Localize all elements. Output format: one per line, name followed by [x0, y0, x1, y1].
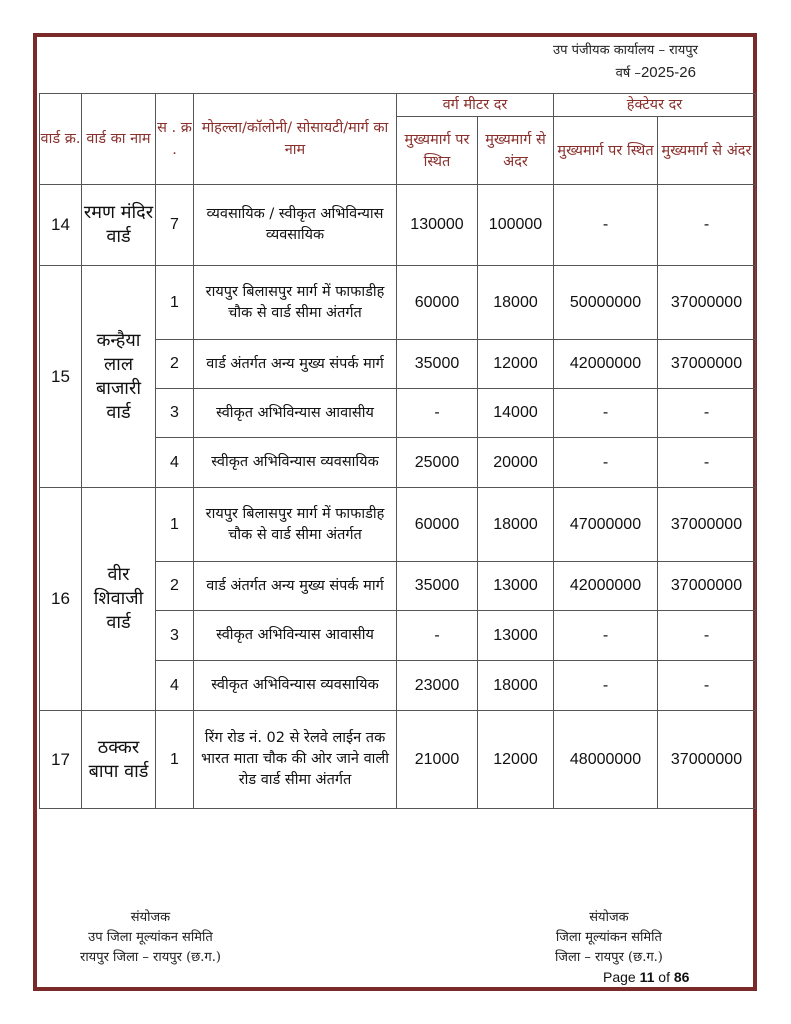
sqm-on-main-cell: 35000: [397, 562, 478, 611]
ha-inside-cell: -: [658, 611, 756, 661]
ha-on-main-cell: 42000000: [554, 562, 658, 611]
locality-cell: स्वीकृत अभिविन्यास व्यवसायिक: [194, 438, 397, 488]
ha-on-main-cell: -: [554, 185, 658, 266]
table-row: [40, 488, 756, 562]
ha-inside-cell: 37000000: [658, 562, 756, 611]
ha-on-main-cell: 50000000: [554, 266, 658, 340]
sqm-on-main-cell: 23000: [397, 661, 478, 711]
sqm-inside-cell: 12000: [478, 711, 554, 809]
locality-cell: रायपुर बिलासपुर मार्ग में फाफाडीह चौक से वार्ड सीमा अंतर्गत: [194, 488, 397, 562]
ward-number-cell: 15: [40, 266, 82, 488]
sqm-on-main-cell: 60000: [397, 488, 478, 562]
sqm-on-main-cell: -: [397, 611, 478, 661]
ward-number-cell: 14: [40, 185, 82, 266]
ha-inside-cell: 37000000: [658, 711, 756, 809]
ha-inside-cell: 37000000: [658, 488, 756, 562]
col-locality: मोहल्ला/कॉलोनी/ सोसायटी/मार्ग का नाम: [194, 94, 397, 185]
locality-cell: रिंग रोड नं. 02 से रेलवे लाईन तक भारत माता चौक की ओर जाने वाली रोड वार्ड सीमा अंतर्गत: [194, 711, 397, 809]
ha-on-main-cell: -: [554, 661, 658, 711]
ha-inside-cell: -: [658, 185, 756, 266]
ha-inside-cell: 37000000: [658, 266, 756, 340]
col-ha-on-main: मुख्यमार्ग पर स्थित: [554, 117, 658, 185]
locality-cell: स्वीकृत अभिविन्यास व्यवसायिक: [194, 661, 397, 711]
table-row: [40, 711, 756, 809]
sig-left-title: संयोजक: [130, 910, 171, 925]
year-line: [616, 63, 696, 81]
sqm-on-main-cell: 35000: [397, 340, 478, 389]
serial-cell: 4: [156, 661, 194, 711]
ward-name-cell: कन्हैया लाल बाजारी वार्ड: [82, 266, 156, 488]
page-prefix: Page: [603, 969, 636, 985]
serial-cell: 4: [156, 438, 194, 488]
signature-block-left: [80, 908, 221, 968]
ward-name-cell: वीर शिवाजी वार्ड: [82, 488, 156, 711]
sqm-inside-cell: 100000: [478, 185, 554, 266]
ha-on-main-cell: -: [554, 389, 658, 438]
sqm-inside-cell: 18000: [478, 488, 554, 562]
sqm-inside-cell: 13000: [478, 611, 554, 661]
col-serial: स . क्र .: [156, 94, 194, 185]
sig-left-district: रायपुर जिला – रायपुर (छ.ग.): [80, 950, 221, 965]
ha-on-main-cell: -: [554, 611, 658, 661]
signature-block-right: [555, 908, 663, 968]
sig-right-committee: जिला मूल्यांकन समिति: [555, 930, 662, 945]
page-total: 86: [673, 969, 690, 985]
sig-right-district: जिला – रायपुर (छ.ग.): [555, 950, 663, 965]
sqm-on-main-cell: -: [397, 389, 478, 438]
sqm-inside-cell: 18000: [478, 266, 554, 340]
page-current: 11: [639, 969, 655, 985]
ha-on-main-cell: 48000000: [554, 711, 658, 809]
serial-cell: 3: [156, 389, 194, 438]
col-group-sqm: वर्ग मीटर दर: [397, 94, 554, 117]
locality-cell: स्वीकृत अभिविन्यास आवासीय: [194, 611, 397, 661]
page-of: of: [658, 969, 670, 985]
ha-inside-cell: -: [658, 389, 756, 438]
sqm-inside-cell: 20000: [478, 438, 554, 488]
serial-cell: 1: [156, 711, 194, 809]
ha-on-main-cell: -: [554, 438, 658, 488]
col-sqm-inside: मुख्यमार्ग से अंदर: [478, 117, 554, 185]
year-value: 2025-26: [640, 64, 696, 81]
sqm-inside-cell: 14000: [478, 389, 554, 438]
col-sqm-on-main: मुख्यमार्ग पर स्थित: [397, 117, 478, 185]
sqm-on-main-cell: 130000: [397, 185, 478, 266]
col-ha-inside: मुख्यमार्ग से अंदर: [658, 117, 756, 185]
ward-name-cell: रमण मंदिर वार्ड: [82, 185, 156, 266]
sqm-inside-cell: 13000: [478, 562, 554, 611]
col-ward-name: वार्ड का नाम: [82, 94, 156, 185]
sqm-on-main-cell: 60000: [397, 266, 478, 340]
serial-cell: 1: [156, 266, 194, 340]
ha-on-main-cell: 47000000: [554, 488, 658, 562]
locality-cell: वार्ड अंतर्गत अन्य मुख्य संपर्क मार्ग: [194, 562, 397, 611]
serial-cell: 3: [156, 611, 194, 661]
serial-cell: 1: [156, 488, 194, 562]
table-row: [40, 266, 756, 340]
ward-name-cell: ठक्कर बापा वार्ड: [82, 711, 156, 809]
ha-inside-cell: -: [658, 438, 756, 488]
locality-cell: स्वीकृत अभिविन्यास आवासीय: [194, 389, 397, 438]
sqm-inside-cell: 12000: [478, 340, 554, 389]
col-group-hectare: हेक्टेयर दर: [554, 94, 756, 117]
year-label: वर्ष –: [615, 66, 641, 81]
locality-cell: वार्ड अंतर्गत अन्य मुख्य संपर्क मार्ग: [194, 340, 397, 389]
table-row: [40, 185, 756, 266]
page-number: [603, 969, 689, 985]
ward-number-cell: 17: [40, 711, 82, 809]
sqm-inside-cell: 18000: [478, 661, 554, 711]
sqm-on-main-cell: 25000: [397, 438, 478, 488]
sig-right-title: संयोजक: [589, 910, 629, 925]
sqm-on-main-cell: 21000: [397, 711, 478, 809]
serial-cell: 2: [156, 562, 194, 611]
col-ward-no: वार्ड क्र.: [40, 94, 82, 185]
office-title: उप पंजीयक कार्यालय – रायपुर: [553, 43, 698, 58]
rate-table: [39, 93, 756, 809]
serial-cell: 2: [156, 340, 194, 389]
ha-on-main-cell: 42000000: [554, 340, 658, 389]
ha-inside-cell: -: [658, 661, 756, 711]
serial-cell: 7: [156, 185, 194, 266]
locality-cell: व्यवसायिक / स्वीकृत अभिविन्यास व्यवसायिक: [194, 185, 397, 266]
ward-number-cell: 16: [40, 488, 82, 711]
ha-inside-cell: 37000000: [658, 340, 756, 389]
locality-cell: रायपुर बिलासपुर मार्ग में फाफाडीह चौक से वार्ड सीमा अंतर्गत: [194, 266, 397, 340]
sig-left-committee: उप जिला मूल्यांकन समिति: [88, 930, 213, 945]
